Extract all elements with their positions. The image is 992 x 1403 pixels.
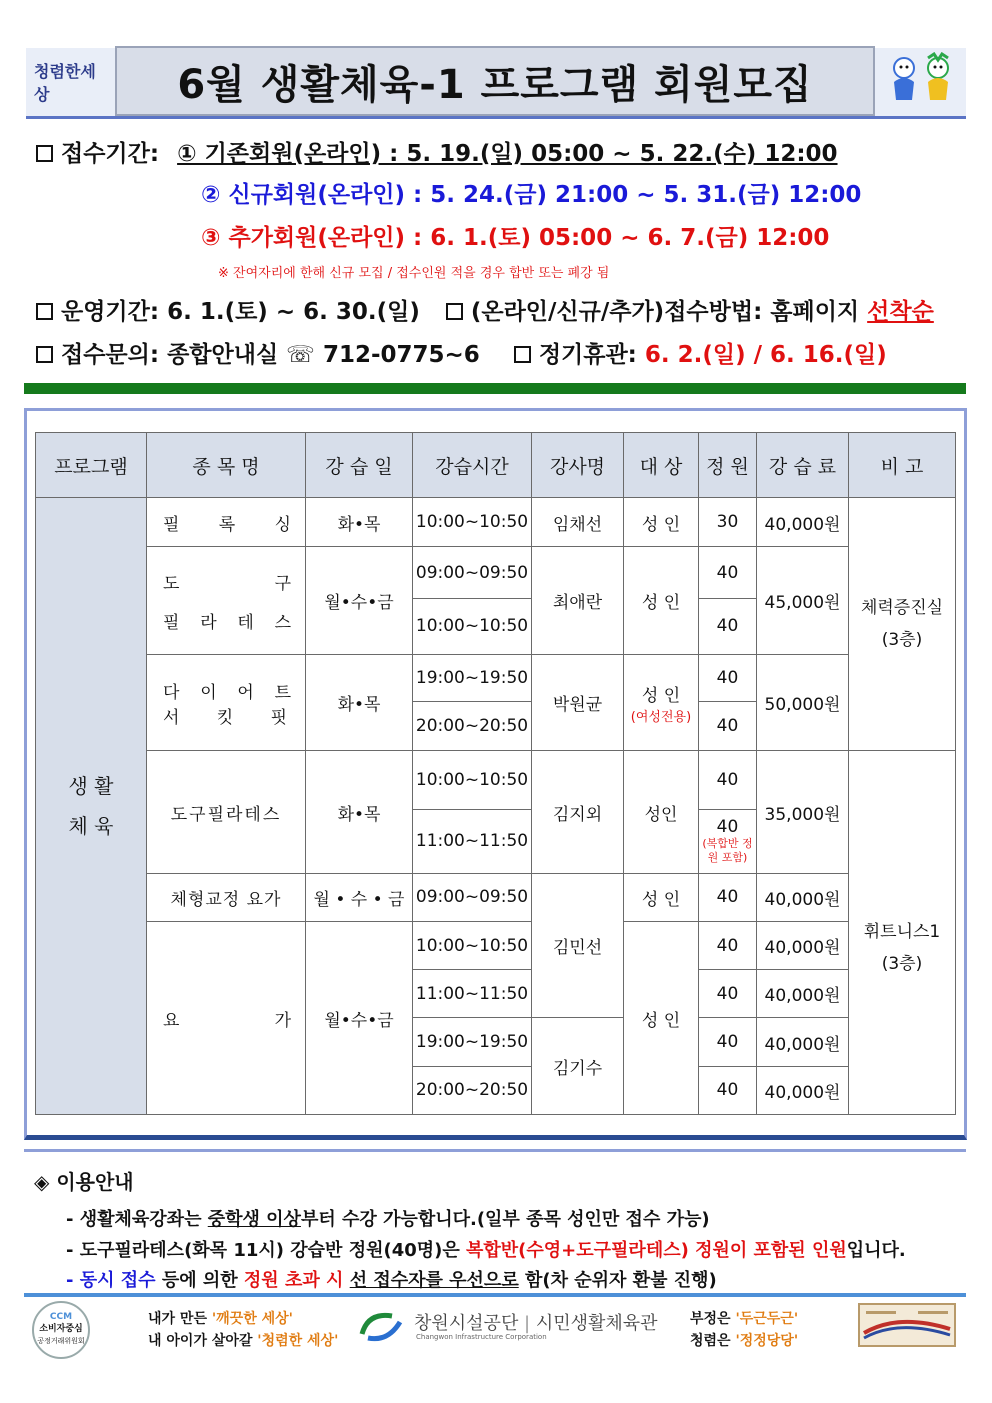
instructor: 김지외 [532,751,624,874]
org-subtitle: Changwon Infrastructure Corporation [416,1333,547,1341]
days: 월 • 수 • 금 [306,873,413,921]
operation-line: 운영기간: 6. 1.(토) ~ 6. 30.(일) (온라인/신규/추가)접수방법: 홈페이지 선착순 [36,293,934,326]
time: 09:00~09:50 [413,873,532,921]
capacity: 40 [699,654,757,701]
fee: 40,000원 [757,498,849,547]
usage-title: ◈ 이용안내 [34,1170,134,1194]
program-name: 다 이 어 트 서 킷 핏 [147,654,306,750]
org-name: 창원시설공단 | 시민생활체육관 [414,1313,658,1334]
target: 성 인 [624,873,699,921]
target: 성 인 [624,498,699,547]
fee: 35,000원 [757,751,849,874]
registration-existing: ① 기존회원(온라인) : 5. 19.(일) 05:00 ~ 5. 22.(수) 12:00 [177,141,838,167]
category-cell: 생 활 체 육 [36,498,147,1115]
time: 20:00~20:50 [413,702,532,751]
time: 11:00~11:50 [413,809,532,873]
fee: 40,000원 [757,970,849,1018]
mascot-icon [884,52,960,108]
header-cell: 강사명 [532,433,624,498]
footer-bar [24,1293,966,1297]
table-row [36,751,956,809]
divider-bar [24,383,966,394]
target: 성 인 [624,547,699,654]
time: 11:00~11:50 [413,970,532,1018]
table-row [36,873,956,921]
fee: 50,000원 [757,654,849,750]
checkbox-icon [36,346,53,363]
table-header-row [36,433,956,498]
table-row [36,547,956,598]
time: 19:00~19:50 [413,654,532,701]
usage-line-1: - 생활체육강좌는 중학생 이상부터 수강 가능합니다.(일부 종목 성인만 접수 가능) [66,1209,710,1230]
corporation-logo-icon [358,1308,404,1344]
registration-line-1: 접수기간: ① 기존회원(온라인) : 5. 19.(일) 05:00 ~ 5. 22.(수) 12:00 [36,135,838,168]
clean-world-logo: 청렴한세상 [34,62,96,104]
target: 성 인 (여성전용) [624,654,699,750]
usage-line-2: - 도구필라테스(화목 11시) 강습반 정원(40명)은 복합반(수영+도구필라테스) 정원이 포함된 인원입니다. [66,1240,906,1261]
registration-note: ※ 잔여자리에 한해 신규 모집 / 접수인원 적을 경우 합반 또는 폐강 됨 [218,266,610,281]
capacity: 40 [699,873,757,921]
days: 월•수•금 [306,922,413,1115]
capacity: 40 [699,751,757,809]
usage-line-3: - 동시 접수 등에 의한 정원 초과 시 선 접수자를 우선으로 함(차 순위자 환불 진행) [66,1270,717,1291]
table-row [36,922,956,970]
capacity: 40 [699,1066,757,1114]
capacity: 30 [699,498,757,547]
checkbox-icon [514,346,531,363]
checkbox-icon [36,145,53,162]
time: 10:00~10:50 [413,922,532,970]
time: 19:00~19:50 [413,1018,532,1066]
instructor: 임채선 [532,498,624,547]
remark-cell: 휘트니스1 (3층) [849,751,956,1115]
ccm-badge: CCM 소비자중심 공정거래위원회 [32,1301,90,1359]
program-name: 도구필라테스 [147,751,306,874]
motto-2: 청렴은 '정정당당' [690,1333,799,1349]
fee: 40,000원 [757,1018,849,1066]
method-first-come: 선착순 [867,299,934,325]
checkbox-icon [446,303,463,320]
program-name: 체형교정 요가 [147,873,306,921]
header-cell: 강 습 일 [306,433,413,498]
days: 화•목 [306,751,413,874]
header-cell: 종 목 명 [147,433,306,498]
time: 20:00~20:50 [413,1066,532,1114]
table-row [36,498,956,547]
instructor: 최애란 [532,547,624,654]
header-cell: 강 습 료 [757,433,849,498]
header-cell: 대 상 [624,433,699,498]
fee: 45,000원 [757,547,849,654]
header-cell: 정 원 [699,433,757,498]
time: 10:00~10:50 [413,598,532,654]
fee: 40,000원 [757,873,849,921]
contact-line: 접수문의: 종합안내실 ☏ 712-0775~6 정기휴관: 6. 2.(일) / 6. 16.(일) [36,336,887,369]
program-name: 도 구 필 라 테 스 [147,547,306,654]
fee: 40,000원 [757,1066,849,1114]
checkbox-icon [36,303,53,320]
capacity: 40 [699,598,757,654]
capacity: 40 [699,1018,757,1066]
registration-additional: ③ 추가회원(온라인) : 6. 1.(토) 05:00 ~ 6. 7.(금) 12:00 [201,225,830,251]
program-name: 필 록 싱 [147,498,306,547]
slogan-2: 내 아이가 살아갈 '청렴한 세상' [148,1333,339,1349]
target: 성인 [624,751,699,874]
slogan-1: 내가 만든 '깨끗한 세상' [148,1311,293,1327]
target: 성 인 [624,922,699,1115]
usage-divider [24,1149,966,1152]
capacity: 40 (복합반 정원 포함) [699,809,757,873]
header-cell: 프로그램 [36,433,147,498]
days: 월•수•금 [306,547,413,654]
time: 09:00~09:50 [413,547,532,598]
closed-days: 6. 2.(일) / 6. 16.(일) [644,342,887,368]
remark-cell: 체력증진실 (3층) [849,498,956,751]
program-table [35,432,956,1115]
header-cell: 강습시간 [413,433,532,498]
header-cell: 비 고 [849,433,956,498]
days: 화•목 [306,654,413,750]
capacity: 40 [699,922,757,970]
motto-1: 부정은 '두근두근' [690,1311,799,1327]
integrity-seal-icon [858,1303,956,1347]
page-title: 6월 생활체육-1 프로그램 회원모집 [115,46,875,116]
instructor: 박원균 [532,654,624,750]
capacity: 40 [699,970,757,1018]
days: 화•목 [306,498,413,547]
capacity: 40 [699,547,757,598]
instructor: 김기수 [532,1018,624,1115]
registration-new: ② 신규회원(온라인) : 5. 24.(금) 21:00 ~ 5. 31.(금) 12:00 [201,182,862,208]
table-row [36,654,956,701]
time: 10:00~10:50 [413,498,532,547]
fee: 40,000원 [757,922,849,970]
capacity: 40 [699,702,757,751]
instructor: 김민선 [532,873,624,1018]
program-name: 요 가 [147,922,306,1115]
time: 10:00~10:50 [413,751,532,809]
